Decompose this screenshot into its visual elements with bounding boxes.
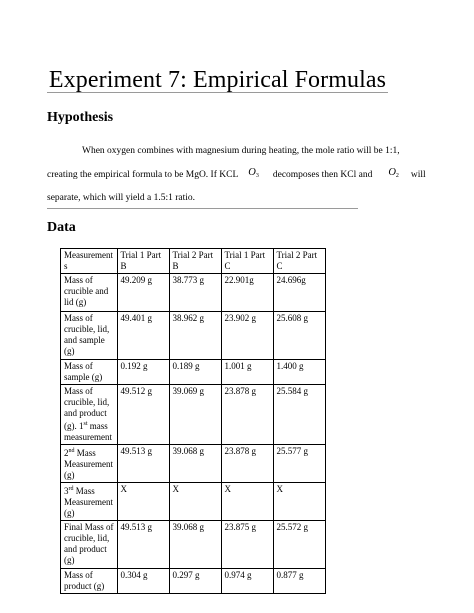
table-row — [61, 360, 326, 385]
table-cell: 49.513 g — [117, 445, 169, 483]
chem-o2-subscript: 2 — [395, 173, 399, 179]
cell-line: crucible, lid, — [64, 397, 110, 407]
table-row — [61, 521, 326, 569]
cell-line: Trial 1 Part — [120, 250, 162, 260]
title-underline — [47, 92, 388, 93]
cell-line: (g) — [64, 508, 75, 518]
table-cell: 38.773 g — [169, 274, 221, 312]
table-cell: X — [117, 483, 169, 521]
cell-line: lid (g) — [64, 297, 87, 307]
table-cell: 1.400 g — [273, 360, 325, 385]
cell-line: and product — [64, 408, 107, 418]
chem-o3-base: O — [248, 167, 256, 178]
hypothesis-line-2-text-c: will — [410, 170, 426, 180]
hypothesis-heading: Hypothesis — [47, 110, 114, 125]
chem-formula-o3 — [248, 167, 259, 182]
table-row — [61, 312, 326, 360]
cell-line: Trial 2 Part — [276, 250, 318, 260]
row-label-cell — [61, 521, 118, 569]
cell-line: crucible and — [64, 286, 109, 296]
table-cell: 25.584 g — [273, 385, 325, 445]
table-row — [61, 483, 326, 521]
cell-line: and sample — [64, 335, 105, 345]
row-label-cell — [61, 360, 118, 385]
table-cell: X — [221, 483, 273, 521]
cell-line: s — [64, 261, 68, 271]
cell-line: C — [276, 261, 283, 271]
cell-line: and product — [64, 544, 107, 554]
cell-line: Mass of — [64, 361, 93, 371]
table-cell: 23.875 g — [221, 521, 273, 569]
table-cell: 25.608 g — [273, 312, 325, 360]
table-cell: 1.001 g — [221, 360, 273, 385]
table-cell: 39.069 g — [169, 385, 221, 445]
cell-line: 2nd Mass — [64, 448, 96, 458]
hypothesis-line-1: When oxygen combines with magnesium during heating, the mole ratio will be 1:1, — [82, 146, 400, 156]
table-cell: 24.696g — [273, 274, 325, 312]
document-title: Experiment 7: Empirical Formulas — [48, 67, 387, 93]
data-heading: Data — [47, 220, 76, 235]
table-cell: 49.513 g — [117, 521, 169, 569]
table-cell: 0.189 g — [169, 360, 221, 385]
cell-line: (g) — [64, 555, 75, 565]
table-cell: 39.068 g — [169, 445, 221, 483]
table-header-cell — [221, 249, 273, 274]
row-label-cell — [61, 445, 118, 483]
table-header-cell — [61, 249, 118, 274]
cell-line: crucible, lid, — [64, 324, 110, 334]
cell-line: Final Mass of — [64, 522, 114, 532]
cell-line: (g) — [64, 470, 75, 480]
table-cell: 0.192 g — [117, 360, 169, 385]
chem-o3-subscript: 3 — [255, 173, 259, 179]
cell-line: Measurement — [64, 497, 113, 507]
table-cell: 49.209 g — [117, 274, 169, 312]
table-cell: X — [169, 483, 221, 521]
table-row — [61, 385, 326, 445]
hypothesis-line-2-text-b: decomposes then KCl and — [272, 170, 373, 180]
table-cell: 49.512 g — [117, 385, 169, 445]
cell-line: Measurement — [64, 459, 113, 469]
table-header-row — [61, 249, 326, 274]
chem-formula-o2 — [388, 167, 399, 182]
table-cell: 22.901g — [221, 274, 273, 312]
cell-line: Mass of — [64, 386, 93, 396]
hypothesis-line-2-text-a: creating the empirical formula to be MgO. If KCL — [47, 170, 239, 180]
chem-o2-base: O — [388, 167, 396, 178]
row-label-cell — [61, 483, 118, 521]
table-header-cell — [117, 249, 169, 274]
table-cell: X — [273, 483, 325, 521]
table-row — [61, 569, 326, 594]
cell-line: sample (g) — [64, 372, 103, 382]
cell-line: Mass of — [64, 275, 93, 285]
table-cell: 0.877 g — [273, 569, 325, 594]
cell-line: product (g) — [64, 581, 105, 591]
hypothesis-rule — [47, 208, 358, 209]
row-label-cell — [61, 569, 118, 594]
hypothesis-line-2 — [47, 169, 426, 184]
cell-line: measurement — [64, 432, 112, 442]
cell-line: B — [120, 261, 127, 271]
cell-line: Trial 2 Part — [172, 250, 214, 260]
cell-line: (g). 1st mass — [64, 421, 108, 431]
table-row — [61, 274, 326, 312]
table-header-cell — [169, 249, 221, 274]
cell-line: C — [224, 261, 231, 271]
row-label-cell — [61, 274, 118, 312]
data-table — [60, 248, 326, 594]
table-cell: 23.902 g — [221, 312, 273, 360]
cell-line: (g) — [64, 346, 75, 356]
table-cell: 25.572 g — [273, 521, 325, 569]
table-cell: 0.304 g — [117, 569, 169, 594]
table-cell: 23.878 g — [221, 385, 273, 445]
cell-line: Measurement — [64, 250, 113, 260]
row-label-cell — [61, 312, 118, 360]
cell-line: B — [172, 261, 179, 271]
table-cell: 23.878 g — [221, 445, 273, 483]
cell-line: 3rd Mass — [64, 486, 95, 496]
cell-line: Mass of — [64, 570, 93, 580]
cell-line: crucible, lid, — [64, 533, 110, 543]
table-cell: 0.974 g — [221, 569, 273, 594]
table-cell: 38.962 g — [169, 312, 221, 360]
cell-line: Mass of — [64, 313, 93, 323]
hypothesis-line-3: separate, which will yield a 1.5:1 ratio. — [47, 193, 195, 203]
table-cell: 39.068 g — [169, 521, 221, 569]
table-row — [61, 445, 326, 483]
table-header-cell — [273, 249, 325, 274]
table-cell: 25.577 g — [273, 445, 325, 483]
row-label-cell — [61, 385, 118, 445]
table-cell: 0.297 g — [169, 569, 221, 594]
cell-line: Trial 1 Part — [224, 250, 266, 260]
table-cell: 49.401 g — [117, 312, 169, 360]
